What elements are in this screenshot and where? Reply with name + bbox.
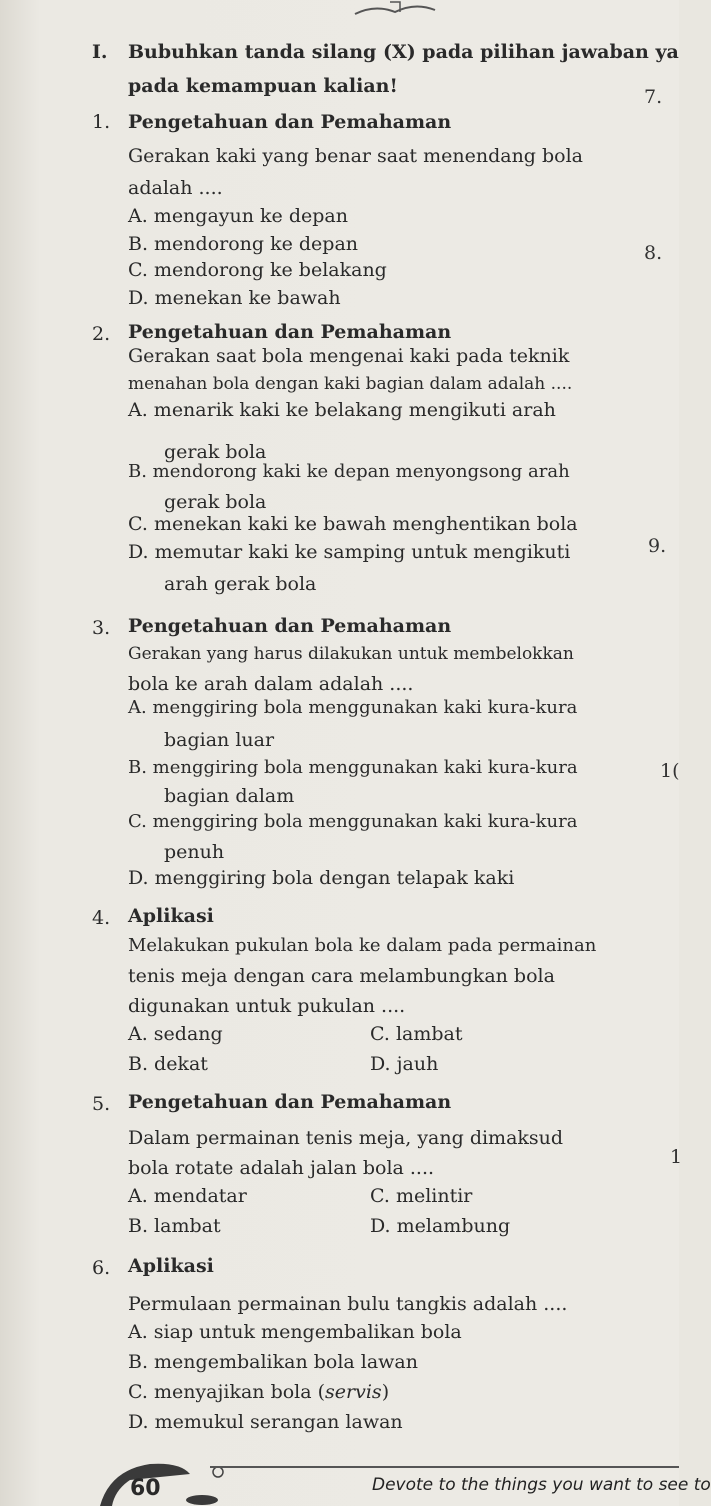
q6-option-d[interactable]: D. memukul serangan lawan: [128, 1411, 403, 1433]
q1-option-d[interactable]: D. menekan ke bawah: [128, 287, 341, 309]
ornament-icon: [350, 0, 440, 18]
q1-number: 1.: [92, 111, 111, 133]
q6-option-c-italic: servis: [325, 1381, 382, 1403]
side-number-10: 1(: [660, 760, 680, 782]
q3-option-b[interactable]: B. menggiring bola menggunakan kaki kura-kura: [128, 757, 578, 778]
q2-option-b-cont: gerak bola: [164, 491, 267, 513]
q3-option-a[interactable]: A. menggiring bola menggunakan kaki kura-kura: [128, 697, 578, 718]
q3-option-c[interactable]: C. menggiring bola menggunakan kaki kura-kura: [128, 811, 578, 832]
q5-text-1: Dalam permainan tenis meja, yang dimaksud: [128, 1127, 564, 1149]
q6-option-c[interactable]: [128, 1380, 389, 1404]
q4-option-d[interactable]: D. jauh: [370, 1053, 439, 1075]
page-number: 60: [130, 1476, 161, 1501]
q5-option-a[interactable]: A. mendatar: [128, 1185, 247, 1207]
q4-number: 4.: [92, 907, 111, 929]
q4-text-1: Melakukan pukulan bola ke dalam pada permainan: [128, 935, 597, 956]
q2-option-a-cont: gerak bola: [164, 441, 267, 463]
q2-option-b[interactable]: B. mendorong kaki ke depan menyongsong arah: [128, 461, 570, 482]
side-number-9: 9.: [648, 535, 667, 557]
q3-title: Pengetahuan dan Pemahaman: [128, 615, 452, 637]
q4-text-3: digunakan untuk pukulan ....: [128, 995, 406, 1017]
q6-text-1: Permulaan permainan bulu tangkis adalah ....: [128, 1293, 568, 1315]
footer-rule: [210, 1466, 679, 1468]
q1-title: Pengetahuan dan Pemahaman: [128, 111, 452, 133]
q5-number: 5.: [92, 1093, 111, 1115]
q2-option-d-cont: arah gerak bola: [164, 573, 317, 595]
q1-text-1: Gerakan kaki yang benar saat menendang bola: [128, 145, 584, 167]
q4-text-2: tenis meja dengan cara melambungkan bola: [128, 965, 555, 987]
q2-text-1: Gerakan saat bola mengenai kaki pada teknik: [128, 345, 570, 367]
side-number-11: 1: [670, 1146, 683, 1168]
q6-number: 6.: [92, 1257, 111, 1279]
side-number-7: 7.: [644, 86, 663, 108]
q6-title: Aplikasi: [128, 1255, 214, 1277]
q3-option-d[interactable]: D. menggiring bola dengan telapak kaki: [128, 867, 515, 889]
q3-number: 3.: [92, 617, 111, 639]
q5-option-b[interactable]: B. lambat: [128, 1215, 221, 1237]
instruction-line-1: Bubuhkan tanda silang (X) pada pilihan jawaban ya: [128, 41, 679, 63]
q1-option-c[interactable]: C. mendorong ke belakang: [128, 259, 387, 281]
q3-option-c-cont: penuh: [164, 841, 225, 863]
q2-option-c[interactable]: C. menekan kaki ke bawah menghentikan bola: [128, 513, 578, 535]
q5-option-c[interactable]: C. melintir: [370, 1185, 473, 1207]
q4-option-b[interactable]: B. dekat: [128, 1053, 208, 1075]
q3-text-2: bola ke arah dalam adalah ....: [128, 673, 414, 695]
q1-option-a[interactable]: A. mengayun ke depan: [128, 205, 348, 227]
q2-number: 2.: [92, 323, 111, 345]
q6-option-c-pre: C. menyajikan bola (: [128, 1381, 326, 1403]
q3-option-a-cont: bagian luar: [164, 729, 275, 751]
q6-option-a[interactable]: A. siap untuk mengembalikan bola: [128, 1321, 462, 1343]
side-number-8: 8.: [644, 242, 663, 264]
q5-title: Pengetahuan dan Pemahaman: [128, 1091, 452, 1113]
q2-option-a[interactable]: A. menarik kaki ke belakang mengikuti arah: [128, 399, 556, 421]
instruction-line-2: pada kemampuan kalian!: [128, 75, 398, 97]
q1-option-b[interactable]: B. mendorong ke depan: [128, 233, 359, 255]
q1-text-2: adalah ....: [128, 177, 223, 199]
q2-title: Pengetahuan dan Pemahaman: [128, 321, 452, 343]
q3-text-1: Gerakan yang harus dilakukan untuk membelokkan: [128, 644, 574, 664]
q4-option-a[interactable]: A. sedang: [128, 1023, 223, 1045]
q4-option-c[interactable]: C. lambat: [370, 1023, 463, 1045]
q4-title: Aplikasi: [128, 905, 214, 927]
footer-motto: Devote to the things you want to see to: [372, 1475, 711, 1495]
q6-option-b[interactable]: B. mengembalikan bola lawan: [128, 1351, 419, 1373]
q5-option-d[interactable]: D. melambung: [370, 1215, 511, 1237]
q6-option-c-post: ): [381, 1381, 390, 1403]
instruction-number: I.: [92, 41, 108, 63]
q3-option-b-cont: bagian dalam: [164, 785, 295, 807]
q2-text-2: menahan bola dengan kaki bagian dalam adalah ....: [128, 374, 573, 394]
q5-text-2: bola rotate adalah jalan bola ....: [128, 1157, 435, 1179]
q2-option-d[interactable]: D. memutar kaki ke samping untuk mengikuti: [128, 541, 571, 563]
